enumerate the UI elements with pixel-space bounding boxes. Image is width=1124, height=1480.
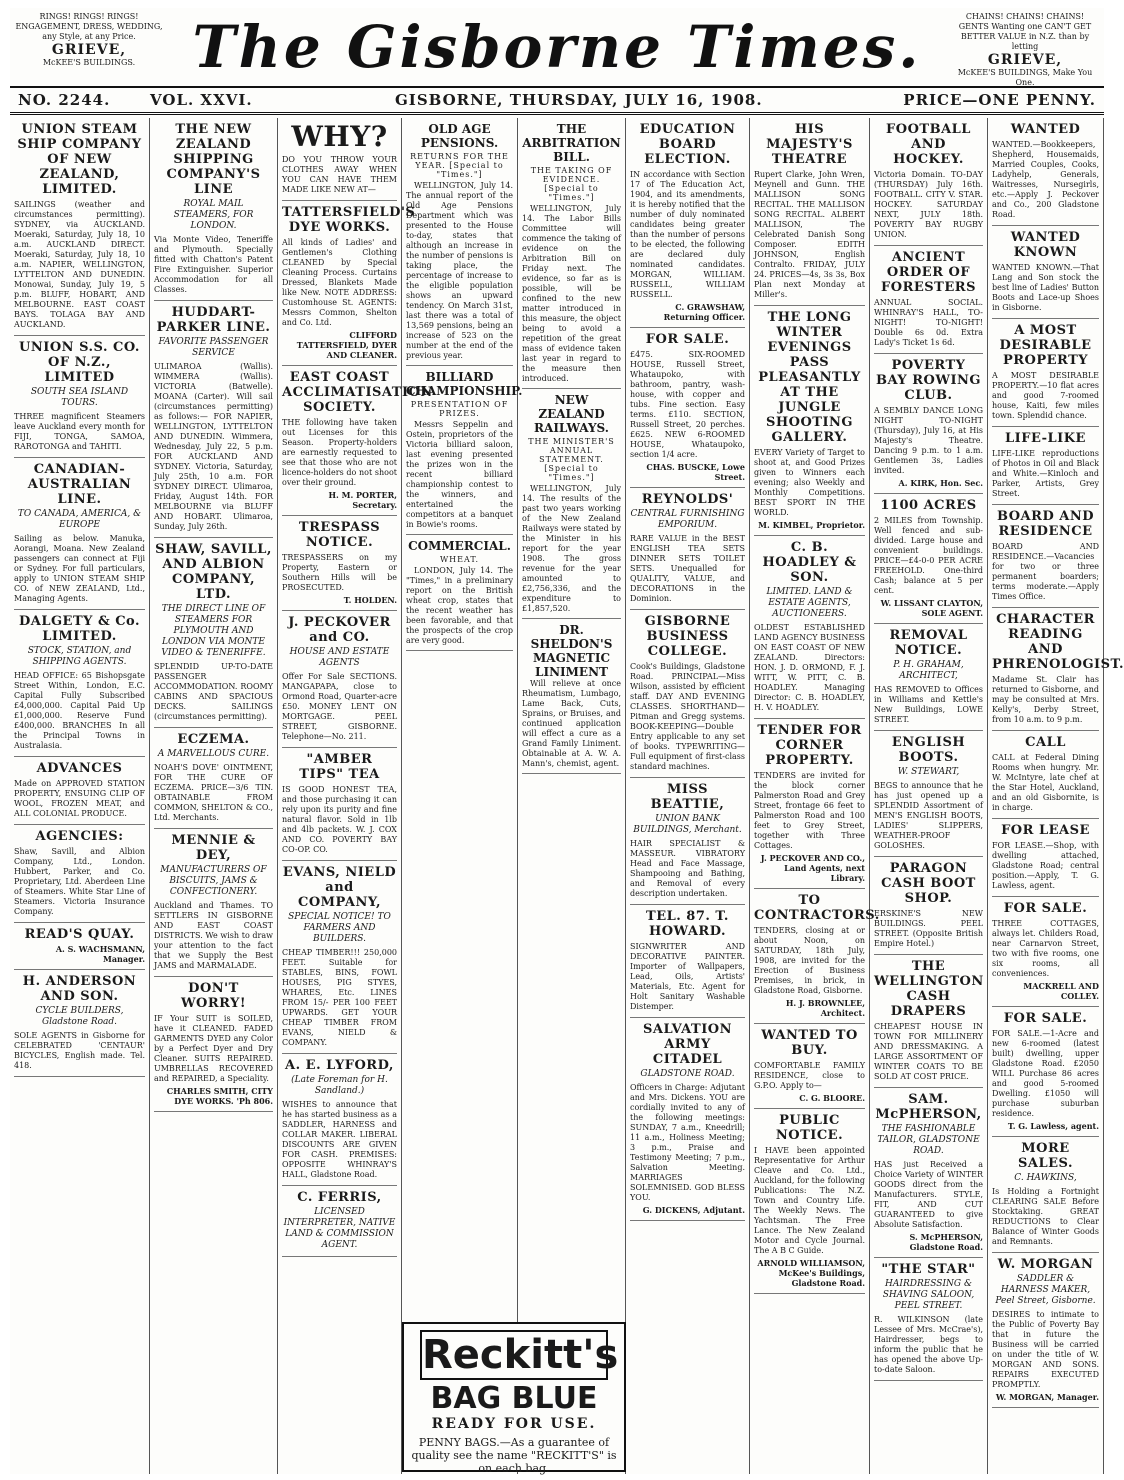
block-heading: READ'S QUAY. — [24, 927, 135, 942]
block-body: Made on APPROVED STATION PROPERTY, ENSUING CLIP OF WOOL, FROZEN MEAT, and ALL COLONIAL PRODUCE. — [14, 779, 145, 818]
block-body: HAIR SPECIALIST & MASSEUR. VIBRATORY Head and Face Massage, Shampooing and Bathing, and Removal of every description undertaken. — [630, 839, 745, 898]
top-right-corner-ad — [950, 12, 1100, 88]
advertisement — [992, 731, 1099, 819]
block-subheading: THE FASHIONABLE TAILOR, GLADSTONE ROAD. — [877, 1124, 980, 1156]
advertisement — [14, 610, 145, 757]
block-body: HAS just Received a Choice Variety of WINTER GOODS direct from the Manufacturers. STYLE, FIT, AND CUT GUARANTEED to give Absolute Satisfaction. — [874, 1160, 983, 1229]
block-body: OLDEST ESTABLISHED LAND AGENCY BUSINESS ON EAST COAST OF NEW ZEALAND. Directors: HON. J. D. ORMOND, F. J. WITT, W. PITT, C. B. HOADLEY. Managing Director: C. B. HOADLEY, H. V. HOADLEY. — [754, 623, 865, 712]
block-body: LONDON, July 14. The "Times," in a preliminary report on the British wheat crop, states that the recent weather has been favorable, and that the prospects of the crop are very good. — [406, 566, 513, 645]
advertisement — [282, 1054, 397, 1186]
block-subheading: TO CANADA, AMERICA, & EUROPE — [17, 509, 142, 530]
block-body: Auckland and Thames. TO SETTLERS IN GISBORNE AND EAST COAST DISTRICTS. We wish to draw your attention to the fact that we Supply the Best JAMS and MARMALADE. — [154, 901, 273, 970]
block-heading: CANADIAN-AUSTRALIAN LINE. — [27, 462, 132, 507]
block-body: £475. SIX-ROOMED HOUSE, Russell Street, Whataupoko, with bathroom, pantry, wash-house, with copper and tubs. Fine section. Easy terms. £110. SECTION, Russell Street, 20 perches. £625. NEW 6-ROOMED HOUSE, Whataupoko, section 1/4 acre. — [630, 350, 745, 459]
corner-ad-pre: RINGS! RINGS! RINGS! — [39, 12, 139, 21]
block-body: SAILINGS (weather and circumstances permitting). SYDNEY, via AUCKLAND. Moeraki, Saturday, July 18, 10 a.m. AUCKLAND DIRECT. Moeraki, Saturday, July 18, 10 a.m. NAPIER, WELLINGTON, LYTTELTON AND DUNEDIN. Monowai, Sunday, July 19, 5 p.m. BLUFF, HOBART, AND MELBOURNE. EAST COAST BAYS. TOLAGA BAY AND AUCKLAND. — [14, 200, 145, 329]
block-heading: A MOST DESIRABLE PROPERTY — [999, 323, 1092, 368]
block-heading: SHAW, SAVILL, AND ALBION COMPANY, LTD. — [155, 542, 272, 602]
block-body: LIFE-LIKE reproductions of Photos in Oil and Black and White.—Kinloch and Parker, Artists, Grey Street. — [992, 449, 1099, 498]
block-body: TENDERS are invited for the block corner Palmerston Road and Grey Street, frontage 66 feet to Palmerston Road and 100 feet to Grey Street, together with Three Cottages. — [754, 771, 865, 850]
column-2 — [150, 118, 278, 1474]
block-body: I HAVE been appointed Representative for Arthur Cleave and Co. Ltd., Auckland, for the following Publications: The N.Z. Town and Country Life. The Weekly News. The Yachtsman. The Free Lance. The New Zealand Motor and Cycle Journal. The A B C Guide. — [754, 1146, 865, 1255]
columns — [10, 118, 1124, 1475]
advertisement — [154, 977, 273, 1112]
block-heading: "THE STAR" — [881, 1262, 976, 1277]
block-heading: FOOTBALL AND HOCKEY. — [886, 122, 971, 167]
advertisement — [754, 1024, 865, 1109]
block-body: WISHES to announce that he has started business as a SADDLER, HARNESS and COLLAR MAKER. LIBERAL DISCOUNTS ARE GIVEN FOR CASH. PREMISES: OPPOSITE WHINRAY'S HALL, Gladstone Road. — [282, 1100, 397, 1179]
corner-ad-name: GRIEVE, — [987, 52, 1063, 68]
column-8 — [870, 118, 988, 1474]
column-7 — [750, 118, 880, 1474]
block-body: All kinds of Ladies' and Gentlemen's Clothing CLEANED by Special Cleaning Process. Curtains Dressed, Blankets Made like New. NOTE ADDRESS: Customhouse St. AGENTS: Messrs Common, Shelton and Co. Ltd. — [282, 238, 397, 327]
newspaper-page — [10, 8, 1124, 1475]
column-9 — [988, 118, 1124, 1474]
block-subheading: CYCLE BUILDERS, Gladstone Road. — [35, 1006, 124, 1027]
block-heading: HIS MAJESTY'S THEATRE — [766, 122, 853, 167]
advertisement — [154, 829, 273, 977]
block-signature: S. McPHERSON, Gladstone Road. — [909, 1232, 983, 1252]
block-signature: H. J. BROWNLEE, Architect. — [785, 998, 865, 1018]
block-heading: EVANS, NIELD and COMPANY, — [282, 865, 397, 910]
block-body: IF Your SUIT is SOILED, have it CLEANED. FADED GARMENTS DYED any Color by a Perfect Dyer and Dry Cleaner. SUITS REPAIRED. UMBRELLAS RECOVERED and REPAIRED, a Speciality. — [154, 1014, 273, 1083]
advertisement — [754, 1109, 865, 1294]
block-heading: C. FERRIS, — [297, 1190, 382, 1205]
block-subheading: LIMITED. LAND & ESTATE AGENTS, AUCTIONEERS. — [766, 587, 853, 619]
news-article — [406, 535, 513, 651]
block-heading: A. E. LYFORD, — [285, 1058, 394, 1073]
advertisement — [992, 226, 1099, 319]
block-heading: WANTED KNOWN — [1010, 230, 1081, 260]
advertisement — [282, 1186, 397, 1257]
block-heading: COMMERCIAL. — [408, 539, 511, 553]
reckitts-guarantee: PENNY BAGS.—As a guarantee of quality see the name "RECKITT'S" is on each bag. — [411, 1436, 617, 1475]
block-heading: EDUCATION BOARD ELECTION. — [639, 122, 736, 167]
block-body: BEGS to announce that he has just opened up a SPLENDID Assortment of MEN'S ENGLISH BOOTS, LADIES' SLIPPERS, WEATHER-PROOF GOLOSHES. — [874, 781, 983, 850]
block-body: WELLINGTON, July 14. The annual report of the Old Age Pensions Department which was presented to the House to-day, states that although an increase in the number of pensions is taking place, the percentage of increase to the eligible population shows an upward tendency. On March 31st, last there was a total of 13,569 pensions, being an increase of 523 on the number at the end of the previous year. — [406, 181, 513, 360]
dateline — [10, 86, 1104, 115]
block-subheading: (Late Foreman for H. Sandland.) — [291, 1075, 388, 1096]
block-signature: M. KIMBEL, Proprietor. — [758, 520, 865, 530]
block-body: Will relieve at once Rheumatism, Lumbago, Lame Back, Cuts, Sprains, or Bruises, and continued application will effect a cure as a Grand Family Liniment. Obtainable at A. W. A. Mann's, chemist, agent. — [522, 679, 621, 768]
advertisement — [154, 728, 273, 829]
block-signature: C. GRAWSHAW, Returning Officer. — [663, 302, 745, 322]
block-body: ANNUAL SOCIAL. WHINRAY'S HALL, TO-NIGHT! TO-NIGHT! Double 6s 0d. Extra Lady's Ticket 1s 6d. — [874, 298, 983, 347]
column-5 — [518, 118, 626, 1474]
block-body: DO YOU THROW YOUR CLOTHES AWAY WHEN YOU CAN HAVE THEM MADE LIKE NEW AT— — [282, 155, 397, 194]
advertisement — [630, 778, 745, 905]
block-heading: ECZEMA. — [177, 732, 250, 747]
block-heading: DON'T WORRY! — [180, 981, 247, 1011]
block-body: ULIMAROA (Wallis). WIMMERA (Wallis). VICTORIA (Batwelle). MOANA (Carter). Will sail (circumstances permitting) as follows:— FOR NAPIER, WELLINGTON, LYTTELTON AND DUNEDIN. Wimmera, Wednesday, July 22, 5 p.m. FOR AUCKLAND AND SYDNEY. Victoria, Saturday, July 25th, 10 a.m. FOR SYDNEY DIRECT. Ulimaroa, Friday, August 14th. FOR MELBOURNE via BLUFF AND HOBART. Ulimaroa, Sunday, July 26th. — [154, 362, 273, 531]
block-signature: ARNOLD WILLIAMSON, McKee's Buildings, Gladstone Road. — [757, 1258, 865, 1288]
block-body: R. WILKINSON (late Lessee of Mrs. McCrae's), Hairdresser, begs to inform the public that he has opened the above Up-to-date Saloon. — [874, 1315, 983, 1374]
advertisement — [14, 970, 145, 1077]
block-heading: ANCIENT ORDER OF FORESTERS — [881, 250, 976, 295]
advertisement — [282, 861, 397, 1054]
price: PRICE—ONE PENNY. — [903, 91, 1096, 109]
advertisement — [14, 458, 145, 610]
block-body: Madame St. Clair has returned to Gisborne, and may be consulted at Mrs. Kelly's, Derby Street, from 10 a.m. to 9 p.m. — [992, 675, 1099, 724]
advertisement — [992, 505, 1099, 608]
block-heading: PARAGON CASH BOOT SHOP. — [881, 861, 976, 906]
block-heading: THE WELLINGTON CASH DRAPERS — [874, 959, 984, 1019]
block-body: EVERY Variety of Target to shoot at, and Good Prizes given to Winners each evening; also Weekly and Monthly Competitions. BEST SPORT IN THE WORLD. — [754, 448, 865, 517]
block-body: Offer For Sale SECTIONS. MANGAPAPA, close to Ormond Road, Quarter-acre £50. MONEY LENT ON MORTGAGE. PEEL STREET, GISBORNE. Telephone—No. 211. — [282, 672, 397, 741]
block-heading: FOR LEASE — [1001, 823, 1090, 838]
advertisement — [992, 1007, 1099, 1137]
block-subheading: C. HAWKINS, — [1014, 1173, 1077, 1183]
block-body: IN accordance with Section 17 of The Education Act, 1904, and its amendments, it is hereby notified that the number of duly nominated candidates being greater than the number of persons to be elected, the following are declared duly nominated candidates. MORGAN, WILLIAM. RUSSELL, WILLIAM RUSSELL. — [630, 170, 745, 299]
block-signature: G. DICKENS, Adjutant. — [642, 1205, 745, 1215]
block-heading: AGENCIES: — [35, 829, 124, 844]
advertisement — [154, 538, 273, 728]
block-heading: LIFE-LIKE — [1005, 431, 1086, 446]
masthead-title: The Gisborne Times. — [192, 13, 922, 81]
block-heading: BILLIARD CHAMPIONSHIP. — [406, 370, 523, 398]
block-heading: THE LONG WINTER EVENINGS PASS PLEASANTLY AT THE JUNGLE SHOOTING GALLERY. — [758, 310, 861, 445]
advertisement — [630, 905, 745, 1018]
block-body: CHEAP TIMBER!!! 250,000 FEET. Suitable for STABLES, BINS, FOWL HOUSES, PIG STYES, WHARES, Etc. LINES FROM 15/- PER 100 FEET UPWARDS. GET YOUR CHEAP TIMBER FROM EVANS, NIELD & COMPANY. — [282, 948, 397, 1047]
block-body: WANTED KNOWN.—That Lang and Son stock the best line of Ladies' Button Boots and Lace-up Shoes in Gisborne. — [992, 263, 1099, 312]
block-heading: TENDER FOR CORNER PROPERTY. — [757, 723, 862, 768]
block-body: Officers in Charge: Adjutant and Mrs. Dickens. YOU are cordially invited to any of the following meetings: SUNDAY, 7 a.m., Kneedrill; 11 a.m., Holiness Meeting; 3 p.m., Praise and Testimony Meeting; 7 p.m., Salvation Meeting. MARRIAGES SOLEMNISED. GOD BLESS YOU. — [630, 1083, 745, 1202]
corner-ad-pre: CHAINS! CHAINS! CHAINS! — [965, 12, 1085, 21]
block-body: Is Holding a Fortnight CLEARING SALE Before Stocktaking. GREAT REDUCTIONS to Clear Balance of Winter Goods and Remnants. — [992, 1187, 1099, 1246]
block-heading: POVERTY BAY ROWING CLUB. — [875, 358, 982, 403]
advertisement — [874, 731, 983, 857]
advertisement — [874, 118, 983, 246]
advertisement — [874, 354, 983, 494]
block-body: Sailing as below. Manuka, Aorangi, Moana. New Zealand passengers can connect at Fiji or Sydney. For full particulars, apply to UNION STEAM SHIP CO. of NEW ZEALAND, Ltd., Managing Agents. — [14, 534, 145, 603]
advertisement — [992, 608, 1124, 731]
top-left-corner-ad — [14, 12, 164, 68]
block-subheading: THE DIRECT LINE OF STEAMERS FOR PLYMOUTH AND LONDON VIA MONTE VIDEO & TENERIFFE. — [161, 604, 266, 658]
news-article — [406, 118, 513, 366]
block-heading: BOARD AND RESIDENCE — [997, 509, 1094, 539]
block-signature: A. S. WACHSMANN, Manager. — [55, 944, 145, 964]
advertisement — [630, 488, 745, 610]
block-subheading: WHEAT. — [439, 555, 480, 564]
block-body: Victoria Domain. TO-DAY (THURSDAY) July 16th. FOOTBALL. CITY V. STAR. HOCKEY. SATURDAY NEXT, JULY 18th. POVERTY BAY RUGBY UNION. — [874, 170, 983, 239]
news-article — [406, 366, 523, 535]
block-subheading: ROYAL MAIL STEAMERS, FOR LONDON. — [173, 199, 254, 231]
advertisement — [282, 118, 397, 201]
advertisement — [874, 857, 983, 955]
corner-ad-name: GRIEVE, — [51, 42, 127, 58]
block-heading: OLD AGE PENSIONS. — [420, 122, 499, 150]
block-body: TENDERS, closing at or about Noon, on SATURDAY, 18th July, 1908, are invited for the Erection of Business Premises, in brick, in Gladstone Road, Gisborne. — [754, 926, 865, 995]
ready-for-use: READY FOR USE. — [431, 1416, 597, 1432]
block-body: Messrs Seppelin and Ostein, proprietors of the Victoria billiard saloon, last evening presented the prizes won in the recent billiard championship contest to the winners, and entertained the competitors at a banquet in Bowie's rooms. — [406, 420, 513, 529]
advertisement — [630, 1018, 745, 1221]
advertisement — [282, 201, 416, 366]
block-heading: HUDDART-PARKER LINE. — [156, 305, 271, 335]
column-6 — [626, 118, 750, 1474]
block-body: WELLINGTON, July 14. The Labor Bills Committee will commence the taking of evidence on the Arbitration Bill on Friday next. The evidence, so far as is possible, will be confined to the new matter introduced in this measure, the object being to avoid a repetition of the great mass of evidence taken last year in regard to the measure then introduced. — [522, 204, 621, 383]
volume-number: VOL. XXVI. — [150, 91, 253, 109]
block-signature: CHAS. BUSCKE, Lowe Street. — [646, 462, 745, 482]
block-body: COMFORTABLE FAMILY RESIDENCE, close to G.P.O. Apply to— — [754, 1061, 865, 1090]
block-subheading: GLADSTONE ROAD. — [640, 1069, 735, 1079]
place-date: GISBORNE, THURSDAY, JULY 16, 1908. — [395, 91, 763, 109]
block-subheading: W. STEWART, — [897, 767, 960, 777]
advertisement — [14, 825, 145, 923]
block-heading: EAST COAST ACCLIMATISATION SOCIETY. — [282, 370, 433, 415]
block-signature: MACKRELL AND COLLEY. — [1023, 981, 1099, 1001]
block-heading: TO CONTRACTORS. — [754, 893, 880, 923]
block-subheading: SOUTH SEA ISLAND TOURS. — [30, 387, 129, 408]
news-article — [522, 619, 621, 774]
block-subheading: HAIRDRESSING & SHAVING SALOON, PEEL STREET. — [882, 1279, 975, 1311]
block-body: ERSKINE'S NEW BUILDINGS. PEEL STREET. (Opposite British Empire Hotel.) — [874, 909, 983, 948]
block-heading: H. ANDERSON AND SON. — [22, 974, 137, 1004]
block-heading: REYNOLDS' — [641, 492, 734, 507]
advertisement — [754, 889, 880, 1024]
reckitts-name: Reckitt's — [422, 1332, 619, 1378]
advertisement — [282, 611, 397, 748]
block-body: THE following have taken out Licenses for this Season. Property-holders are earnestly requested to see that those who are not licence-holders do not shoot over their ground. — [282, 418, 397, 487]
block-subheading: THE MINISTER'S ANNUAL STATEMENT. [Special to "Times."] — [528, 437, 615, 482]
block-heading: TEL. 87. T. HOWARD. — [646, 909, 729, 939]
block-heading: WANTED — [1010, 122, 1081, 137]
block-heading: TATTERSFIELD'S DYE WORKS. — [282, 205, 416, 235]
block-body: IS GOOD HONEST TEA, and those purchasing it can rely upon its purity and fine natural flavor. Sold in 1lb and 4lb packets. W. J. COX AND CO. POVERTY BAY CO-OP. CO. — [282, 785, 397, 854]
advertisement — [992, 427, 1099, 505]
block-heading: DR. SHELDON'S MAGNETIC LINIMENT — [530, 623, 613, 679]
block-heading: 1100 ACRES — [880, 498, 977, 513]
block-heading: REMOVAL NOTICE. — [889, 628, 968, 658]
block-heading: MORE SALES. — [1018, 1141, 1073, 1171]
block-body: WELLINGTON, July 14. The results of the past two years working of the New Zealand Railways were stated by the Minister in his report for the year 1908. The gross revenue for the year amounted to £2,756,336, and the expenditure to £1,857,520. — [522, 484, 621, 613]
block-heading: UNION S.S. CO. OF N.Z., LIMITED — [19, 340, 140, 385]
block-subheading: UNION BANK BUILDINGS, Merchant. — [633, 814, 742, 835]
block-heading: WANTED TO BUY. — [761, 1028, 858, 1058]
block-body: HEAD OFFICE: 65 Bishopsgate Street Within, London, E.C. Capital Fully Subscribed £4,000,000. Capital Paid Up £1,000,000. Reserve Fund £400,000. BRANCHES In all the Principal Towns in Australasia. — [14, 671, 145, 750]
advertisement — [992, 1253, 1099, 1408]
advertisement — [282, 366, 433, 516]
advertisement — [992, 118, 1099, 226]
block-body: TRESPASSERS on my Property, Eastern or Southern Hills will be PROSECUTED. — [282, 553, 397, 592]
block-subheading: SPECIAL NOTICE! TO FARMERS AND BUILDERS. — [288, 912, 391, 944]
block-body: FOR SALE.—1-Acre and new 6-roomed (latest built) dwelling, upper Gladstone Road. £2050 WILL Purchase 86 acres and good 5-roomed Dwelling. £1050 will purchase suburban residence. — [992, 1029, 1099, 1118]
advertisement — [630, 610, 745, 778]
advertisement — [754, 719, 865, 889]
block-signature: C. G. BLOORE. — [799, 1093, 865, 1103]
column-3 — [278, 118, 433, 1474]
block-body: Shaw, Savill, and Albion Company, Ltd., London. Hubbert, Parker, and Co. Proprietary, Ltd. Aberdeen Line of Steamers. White Star Line of Steamers. Victoria Insurance Company. — [14, 847, 145, 916]
advertisement — [992, 319, 1099, 427]
news-article — [522, 118, 621, 389]
block-body: THREE magnificent Steamers leave Auckland every month for FIJI, TONGA, SAMOA, RAROTONGA and TAHITI. — [14, 412, 145, 451]
block-signature: A. KIRK, Hon. Sec. — [898, 478, 983, 488]
block-heading: ADVANCES — [36, 761, 123, 776]
advertisement — [154, 301, 273, 538]
block-subheading: THE TAKING OF EVIDENCE. [Special to "Times."] — [530, 166, 613, 202]
block-heading: ENGLISH BOOTS. — [891, 735, 966, 765]
advertisement — [992, 897, 1099, 1007]
column-1 — [10, 118, 150, 1474]
block-heading: CALL — [1025, 735, 1066, 750]
block-heading: WHY? — [291, 120, 388, 153]
reckitts-bag-blue-ad — [402, 1322, 626, 1475]
block-body: SPLENDID UP-TO-DATE PASSENGER ACCOMMODATION. ROOMY CABINS AND SPACIOUS DECKS. SAILINGS (circumstances permitting). — [154, 662, 273, 721]
block-heading: J. PECKOVER and CO. — [288, 615, 391, 645]
block-body: CHEAPEST HOUSE IN TOWN FOR MILLINERY AND DRESSMAKING. A LARGE ASSORTMENT OF WINTER COATS TO BE SOLD AT COST PRICE. — [874, 1022, 983, 1081]
block-heading: DALGETY & Co. LIMITED. — [18, 614, 141, 644]
block-heading: SALVATION ARMY CITADEL — [643, 1022, 732, 1067]
block-heading: C. B. HOADLEY & SON. — [762, 540, 857, 585]
block-subheading: STOCK, STATION, and SHIPPING AGENTS. — [27, 646, 132, 667]
block-body: Via Monte Video, Teneriffe and Plymouth. Specially fitted with Chatton's Patent Fire Extinguisher. Superior Accommodation for all Classes. — [154, 235, 273, 294]
advertisement — [630, 118, 745, 328]
block-heading: FOR SALE. — [645, 332, 730, 347]
block-body: Cook's Buildings, Gladstone Road. PRINCIPAL—Miss Wilson, assisted by efficient staff. DAY AND EVENING CLASSES. SHORTHAND—Pitman and Gregg systems. BOOK-KEEPING—Double Entry applicable to any set of books. TYPEWRITING—Full equipment of first-class standard machines. — [630, 662, 745, 771]
advertisement — [14, 757, 145, 825]
advertisement — [754, 118, 865, 306]
corner-ad-body: GENTS Wanting one CAN'T GET BETTER VALUE in N.Z. than by letting — [958, 22, 1092, 51]
block-body: 2 MILES from Township. Well fenced and sub-divided. Large house and convenient buildings. PRICE—£4-0-0 PER ACRE FREEHOLD. One-third Cash; balance at 5 per cent. — [874, 516, 983, 595]
block-signature: W. MORGAN, Manager. — [995, 1392, 1099, 1402]
advertisement — [754, 306, 865, 536]
block-signature: T. HOLDEN. — [343, 595, 397, 605]
block-subheading: HOUSE AND ESTATE AGENTS — [289, 647, 390, 668]
block-body: A MOST DESIRABLE PROPERTY.—10 flat acres and good 7-roomed house, Kaiti, few miles town. Splendid chance. — [992, 371, 1099, 420]
block-body: CALL at Federal Dining Rooms when hungry. Mr. W. McIntyre, late chef at the Star Hotel, Auckland, and an old Gisbornite, is in charge. — [992, 753, 1099, 812]
block-signature: J. PECKOVER AND CO., Land Agents, next Library. — [760, 853, 865, 883]
advertisement — [992, 1137, 1099, 1253]
block-subheading: PRESENTATION OF PRIZES. — [410, 400, 509, 418]
block-heading: SAM. McPHERSON, — [875, 1092, 982, 1122]
block-heading: NEW ZEALAND RAILWAYS. — [534, 393, 609, 435]
block-heading: UNION STEAM SHIP COMPANY OF NEW ZEALAND, LIMITED. — [17, 122, 142, 197]
block-body: RARE VALUE in the BEST ENGLISH TEA SETS DINNER SETS TOILET SETS. Unequalled for QUALITY, VALUE, and DECORATIONS in the Dominion. — [630, 534, 745, 603]
block-heading: MENNIE & DEY, — [171, 833, 256, 863]
block-subheading: RETURNS FOR THE YEAR. [Special to "Times."] — [410, 152, 509, 179]
block-signature: T. G. Lawless, agent. — [1007, 1121, 1099, 1131]
advertisement — [14, 336, 145, 458]
block-subheading: A MARVELLOUS CURE. — [157, 749, 270, 759]
block-signature: W. LISSANT CLAYTON, SOLE AGENT. — [880, 598, 983, 618]
block-body: WANTED.—Bookkeepers, Shepherd, Housemaids, Married Couples, Cooks, Ladyhelp, Generals, Waitresses, Nursegirls, etc.—Apply J. Peckover and Co., 200 Gladstone Road. — [992, 140, 1099, 219]
block-body: A SEMBLY DANCE LONG NIGHT TO-NIGHT (Thursday), July 16, at His Majesty's Theatre. Dancing 9 p.m. to 1 a.m. Gentlemen 3s, Ladies invited. — [874, 406, 983, 475]
block-body: BOARD AND RESIDENCE.—Vacancies for two or three permanent boarders; terms moderate.—Apply Times Office. — [992, 542, 1099, 601]
bag-blue-heading: BAG BLUE — [430, 1381, 598, 1416]
advertisement — [14, 923, 145, 970]
advertisement — [992, 819, 1099, 897]
block-heading: CHARACTER READING AND PHRENOLOGIST. — [992, 612, 1124, 672]
block-subheading: LICENSED INTERPRETER, NATIVE LAND & COMMISSION AGENT. — [283, 1207, 396, 1250]
block-subheading: FAVORITE PASSENGER SERVICE — [158, 337, 269, 358]
block-heading: GISBORNE BUSINESS COLLEGE. — [644, 614, 731, 659]
block-body: Rupert Clarke, John Wren, Meynell and Gunn. THE MALLISON SONG RECITAL. THE MALLISON SONG RECITAL. ALBERT MALLISON, The Celebrated Danish Song Composer. EDITH JOHNSON, English Contralto. FRIDAY, JULY 24. PRICES—4s, 3s 3s, Box Plan next Monday at Miller's. — [754, 170, 865, 299]
block-body: FOR LEASE.—Shop, with dwelling attached, Gladstone Road; central position.—Apply, T. G. Lawless, agent. — [992, 841, 1099, 890]
block-body: SIGNWRITER AND DECORATIVE PAINTER. Importer of Wallpapers, Lead, Oils, Artists' Materials, Etc. Agent for Holt Sanitary Washable Distemper. — [630, 942, 745, 1011]
advertisement — [630, 328, 745, 488]
block-subheading: P. H. GRAHAM, ARCHITECT, — [893, 660, 964, 681]
advertisement — [282, 516, 397, 611]
advertisement — [874, 494, 983, 624]
corner-ad-address: McKEE'S BUILDINGS, Make You One. — [957, 68, 1093, 87]
block-signature: H. M. PORTER, Secretary. — [328, 490, 397, 510]
block-signature: CHARLES SMITH, CITY DYE WORKS. 'Ph 806. — [166, 1086, 273, 1106]
advertisement — [154, 118, 273, 301]
block-heading: FOR SALE. — [1003, 1011, 1088, 1026]
advertisement — [874, 1258, 983, 1381]
block-subheading: CENTRAL FURNISHING EMPORIUM. — [630, 509, 745, 530]
block-body: NOAH'S DOVE' OINTMENT, FOR THE CURE OF ECZEMA. PRICE—3/6 TIN. OBTAINABLE FROM COMMON, SHELTON & CO., Ltd. Merchants. — [154, 763, 273, 822]
corner-ad-body: ENGAGEMENT, DRESS, WEDDING, any Style, at any Price. — [15, 22, 163, 41]
advertisement — [874, 624, 983, 731]
issue-number: NO. 2244. — [18, 91, 111, 109]
block-body: SOLE AGENTS in Gisborne for CELEBRATED 'CENTAUR' BICYCLES, English made. Tel. 418. — [14, 1031, 145, 1070]
block-signature: CLIFFORD TATTERSFIELD, DYER AND CLEANER. — [296, 330, 397, 360]
block-heading: MISS BEATTIE, — [650, 782, 725, 812]
block-heading: W. MORGAN — [997, 1257, 1094, 1272]
block-heading: FOR SALE. — [1003, 901, 1088, 916]
block-heading: THE ARBITRATION BILL. — [522, 122, 621, 164]
block-body: HAS REMOVED to Offices in Williams and Kettle's New Buildings, LOWE STREET. — [874, 685, 983, 724]
block-subheading: SADDLER & HARNESS MAKER, Peel Street, Gisborne. — [995, 1274, 1096, 1306]
advertisement — [874, 1088, 983, 1258]
block-heading: THE NEW ZEALAND SHIPPING COMPANY'S LINE — [166, 122, 261, 197]
block-body: THREE COTTAGES, always let. Childers Road, near Carnarvon Street, two with five rooms, one six rooms, all conveniences. — [992, 919, 1099, 978]
block-heading: PUBLIC NOTICE. — [775, 1113, 844, 1143]
corner-ad-address: McKEE'S BUILDINGS. — [42, 58, 136, 67]
advertisement — [282, 748, 397, 861]
advertisement — [14, 118, 145, 336]
block-subheading: MANUFACTURERS OF BISCUITS, JAMS & CONFECTIONERY. — [160, 865, 267, 897]
advertisement — [754, 536, 865, 719]
news-article — [522, 389, 621, 619]
block-heading: "AMBER TIPS" TEA — [299, 752, 380, 782]
block-heading: TRESPASS NOTICE. — [298, 520, 381, 550]
advertisement — [874, 955, 983, 1088]
block-body: DESIRES to intimate to the Public of Poverty Bay that in future the Business will be carried on under the title of W. MORGAN AND SONS. REPAIRS EXECUTED PROMPTLY. — [992, 1310, 1099, 1389]
advertisement — [874, 246, 983, 354]
